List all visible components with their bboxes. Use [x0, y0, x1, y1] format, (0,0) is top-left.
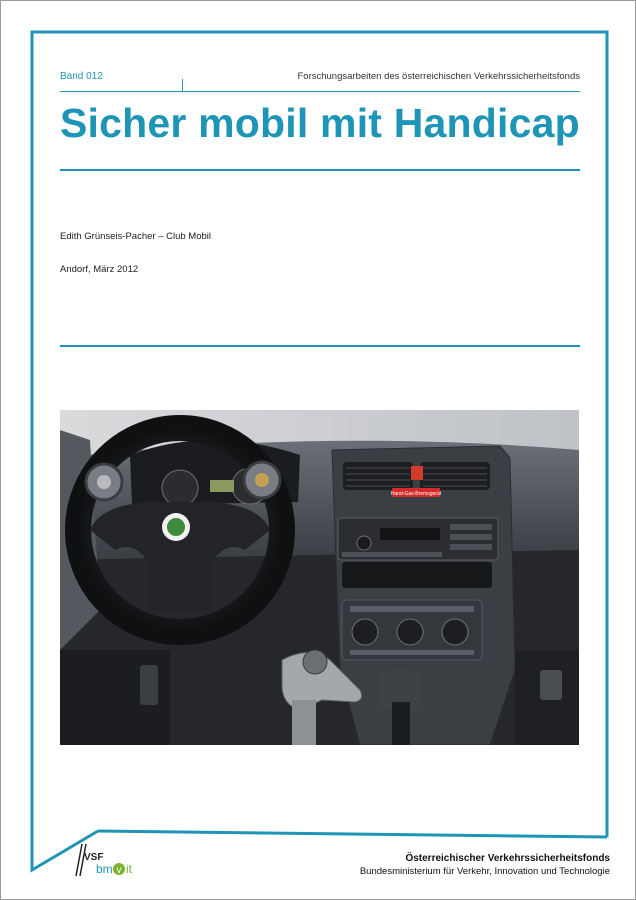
vsf-bmvit-logo: [72, 840, 142, 878]
series-title: Forschungsarbeiten des österreichischen Verkehrssicherheitsfonds: [297, 71, 580, 82]
bmvit-bm-text: bm: [96, 862, 113, 876]
title-rule: [60, 169, 580, 171]
sticker-label: Hand-Gas-Bremsgerät: [390, 491, 442, 497]
header-tick: [182, 79, 183, 91]
header-rule: [60, 91, 580, 92]
section-rule: [60, 345, 580, 347]
vsf-logo-text: VSF: [84, 852, 104, 863]
place-date-line: Andorf, März 2012: [60, 264, 139, 275]
org-name-primary: Österreichischer Verkehrssicherheitsfonds: [405, 853, 610, 864]
document-title: Sicher mobil mit Handicap: [60, 100, 580, 146]
cover-photo: [60, 410, 579, 745]
author-line: Edith Grünseis-Pacher – Club Mobil: [60, 231, 212, 242]
bmvit-v-text: v: [116, 865, 122, 876]
band-number: Band 012: [60, 71, 103, 82]
bmvit-it-text: it: [126, 862, 132, 876]
org-name-ministry: Bundesministerium für Verkehr, Innovation und Technologie: [359, 866, 610, 877]
